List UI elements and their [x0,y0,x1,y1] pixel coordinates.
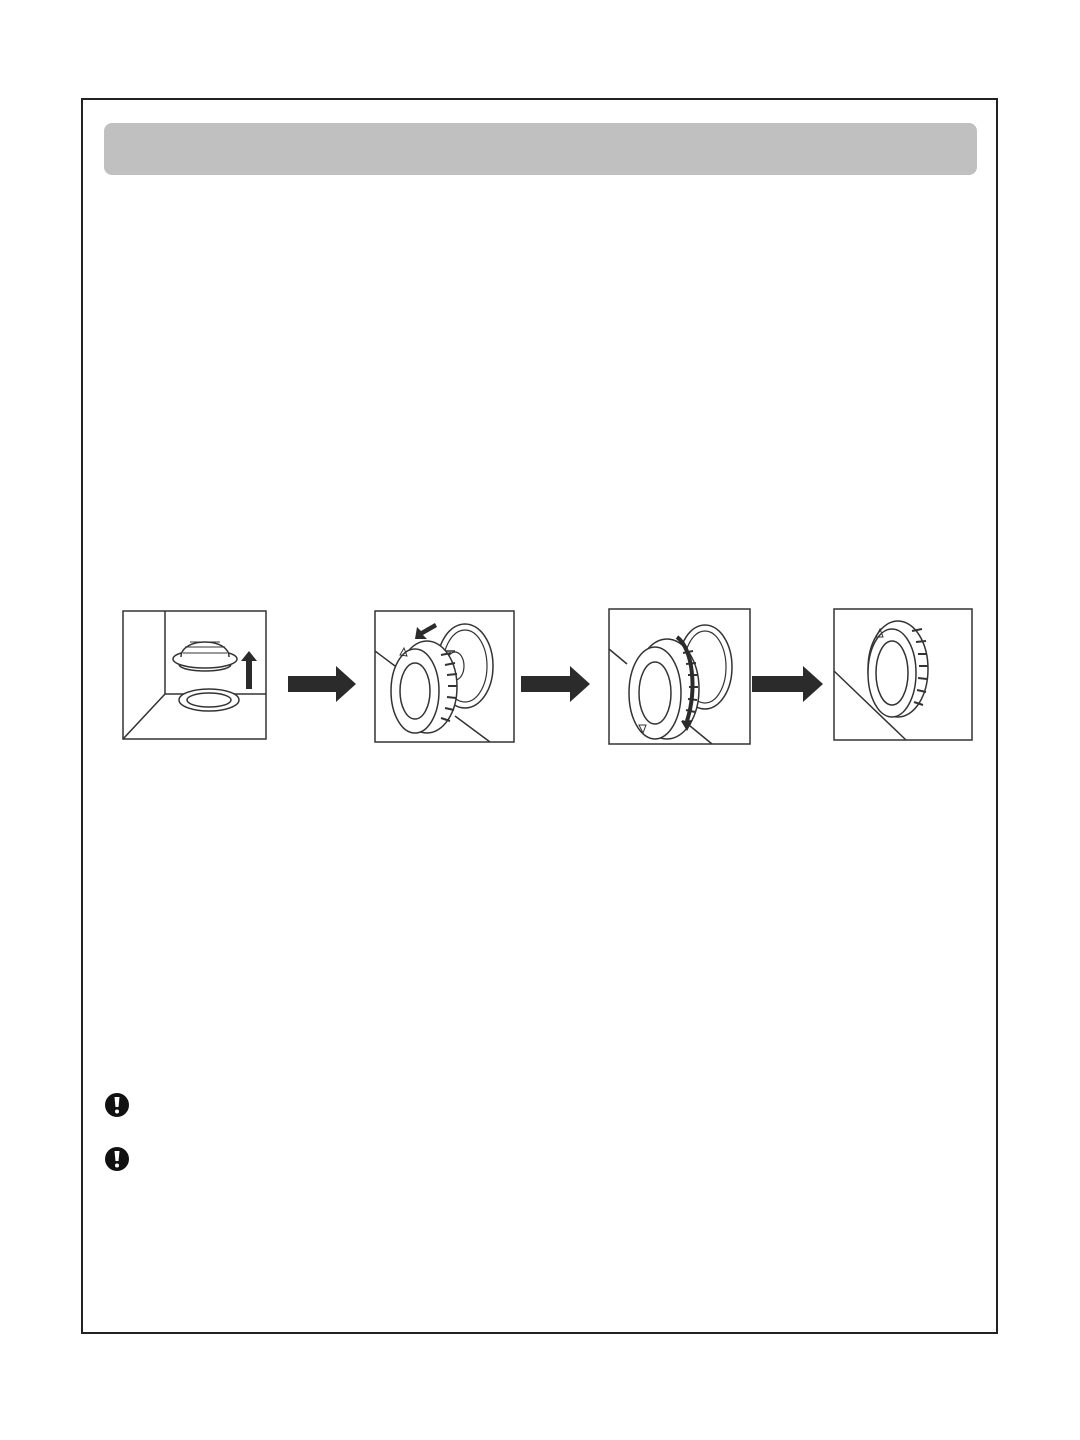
exclamation-icon [104,1146,130,1172]
step-2-panel [375,611,514,742]
step-4-panel [834,609,972,740]
next-step-arrow-2 [521,666,590,702]
step-1-panel [123,611,266,739]
section-title-bar [104,123,977,175]
exclamation-icon [104,1092,130,1118]
step-3-panel [609,609,750,744]
next-step-arrow-1 [288,666,356,702]
knob-installation-figure [118,604,978,749]
next-step-arrow-3 [752,666,823,702]
